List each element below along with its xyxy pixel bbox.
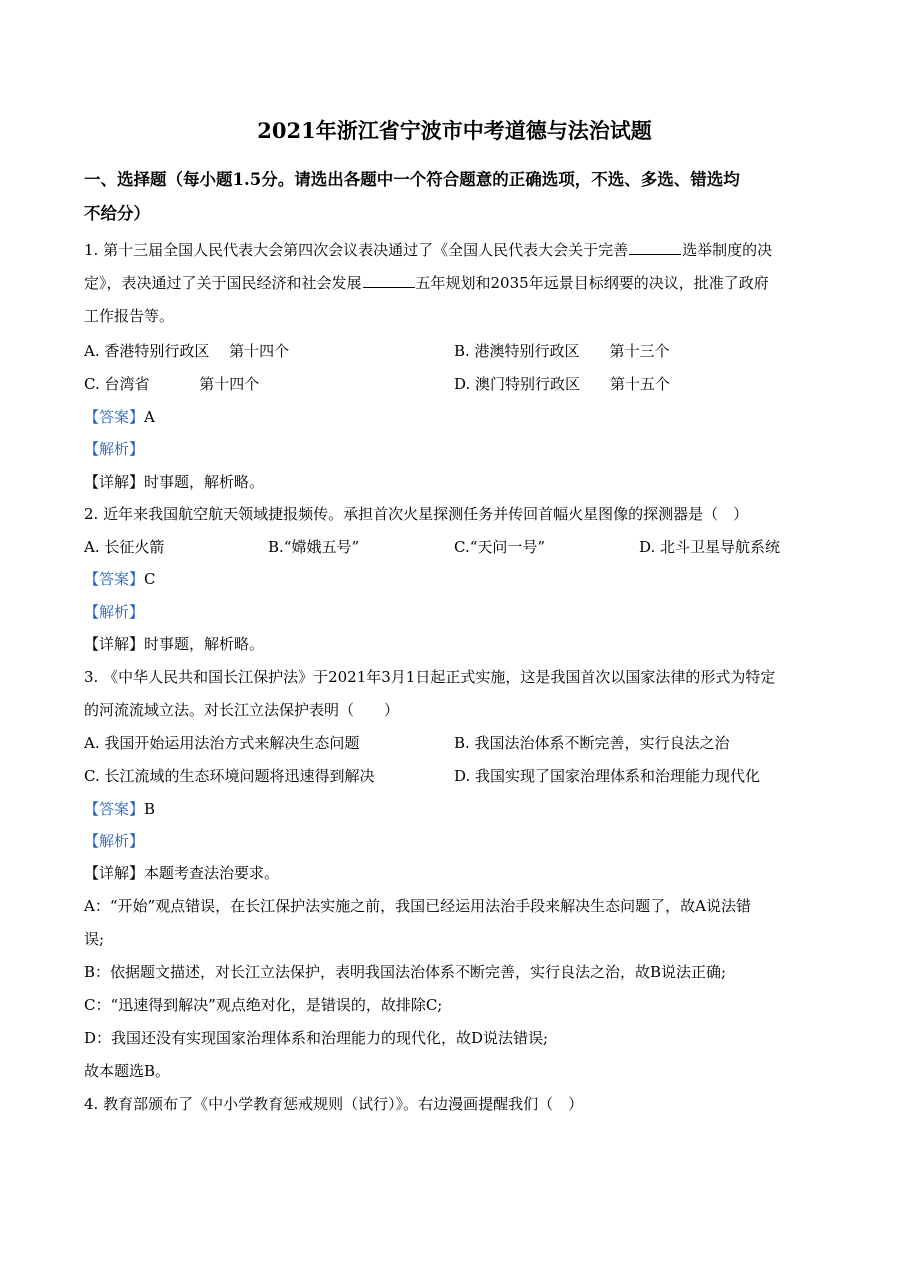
q1-blank-2 [363, 273, 415, 288]
q3-option-c: C. 长江流域的生态环境问题将迅速得到解决 [84, 767, 375, 785]
detail-label: 【详解】 [84, 864, 145, 882]
q2-detail [84, 633, 824, 655]
q1-stem-text-b: 选举制度的决 [682, 241, 773, 259]
q1-option-b: B. 港澳特别行政区 第十三个 [454, 342, 670, 360]
q2-answer-value: C [144, 570, 156, 588]
q3-detail [84, 862, 824, 884]
q3-answer-value: B [144, 800, 156, 818]
q2-stem: 2. 近年来我国航空航天领域捷报频传。承担首次火星探测任务并传回首幅火星图像的探测器是（ ） [84, 505, 749, 523]
detail-label: 【详解】 [84, 473, 145, 491]
q1-stem-line1 [84, 239, 824, 261]
q1-option-c: C. 台湾省 第十四个 [84, 375, 260, 393]
q1-blank-1 [629, 240, 681, 255]
q1-detail-text: 时事题，解析略。 [144, 473, 265, 491]
q3-analysis [84, 830, 824, 852]
page-title: 2021年浙江省宁波市中考道德与法治试题 [257, 118, 652, 143]
section-heading-line2: 不给分） [84, 204, 150, 223]
q4-stem: 4. 教育部颁布了《中小学教育惩戒规则（试行）》。右边漫画提醒我们（ ） [84, 1095, 584, 1113]
answer-label: 【答案】 [84, 800, 145, 818]
q2-answer [84, 568, 824, 590]
q1-answer-value: A [144, 408, 155, 426]
q2-option-d: D. 北斗卫星导航系统 [639, 538, 781, 556]
q3-explanation-d: D：我国还没有实现国家治理体系和治理能力的现代化，故D说法错误; [84, 1029, 549, 1047]
q1-option-d: D. 澳门特别行政区 第十五个 [454, 375, 671, 393]
q2-detail-text: 时事题，解析略。 [144, 635, 265, 653]
detail-label: 【详解】 [84, 635, 145, 653]
q1-analysis [84, 438, 824, 460]
q1-detail [84, 471, 824, 493]
analysis-label: 【解析】 [84, 440, 145, 458]
q3-detail-text: 本题考查法治要求。 [144, 864, 280, 882]
q2-analysis [84, 601, 824, 623]
section-heading-line1: 一、选择题（每小题1.5分。请选出各题中一个符合题意的正确选项，不选、多选、错选均 [84, 170, 740, 189]
q2-option-b: B.“嫦娥五号” [268, 538, 360, 556]
q3-stem-line2: 的河流流域立法。对长江立法保护表明（ ） [84, 701, 400, 719]
q3-option-a: A. 我国开始运用法治方式来解决生态问题 [84, 734, 360, 752]
q1-stem-text-c: 定》，表决通过了关于国民经济和社会发展 [84, 274, 362, 292]
analysis-label: 【解析】 [84, 603, 145, 621]
q3-answer [84, 798, 824, 820]
q3-explanation-b: B：依据题文描述，对长江立法保护，表明我国法治体系不断完善，实行良法之治，故B说法正确; [84, 963, 727, 981]
q2-option-c: C.“天问一号” [454, 538, 546, 556]
q1-stem-line2 [84, 272, 824, 294]
q3-explanation-a-line1: A：“开始”观点错误，在长江保护法实施之前，我国已经运用法治手段来解决生态问题了，故A说法错 [84, 897, 752, 915]
answer-label: 【答案】 [84, 408, 145, 426]
q1-stem-text-a: 1. 第十三届全国人民代表大会第四次会议表决通过了《全国人民代表大会关于完善 [84, 241, 629, 259]
q3-option-b: B. 我国法治体系不断完善，实行良法之治 [454, 734, 730, 752]
q1-stem-text-d: 五年规划和2035年远景目标纲要的决议，批准了政府 [415, 274, 769, 292]
q3-option-d: D. 我国实现了国家治理体系和治理能力现代化 [454, 767, 761, 785]
q3-explanation-c: C：“迅速得到解决”观点绝对化，是错误的，故排除C; [84, 996, 443, 1014]
q2-option-a: A. 长征火箭 [84, 538, 165, 556]
q3-conclusion: 故本题选B。 [84, 1062, 171, 1080]
q1-stem-line3: 工作报告等。 [84, 307, 175, 325]
analysis-label: 【解析】 [84, 832, 145, 850]
q1-answer [84, 406, 824, 428]
q1-option-a: A. 香港特别行政区 第十四个 [84, 342, 290, 360]
answer-label: 【答案】 [84, 570, 145, 588]
q3-explanation-a-line2: 误; [84, 930, 105, 948]
q3-stem-line1: 3. 《中华人民共和国长江保护法》于2021年3月1日起正式实施，这是我国首次以国家法律的形式为特定 [84, 668, 776, 686]
